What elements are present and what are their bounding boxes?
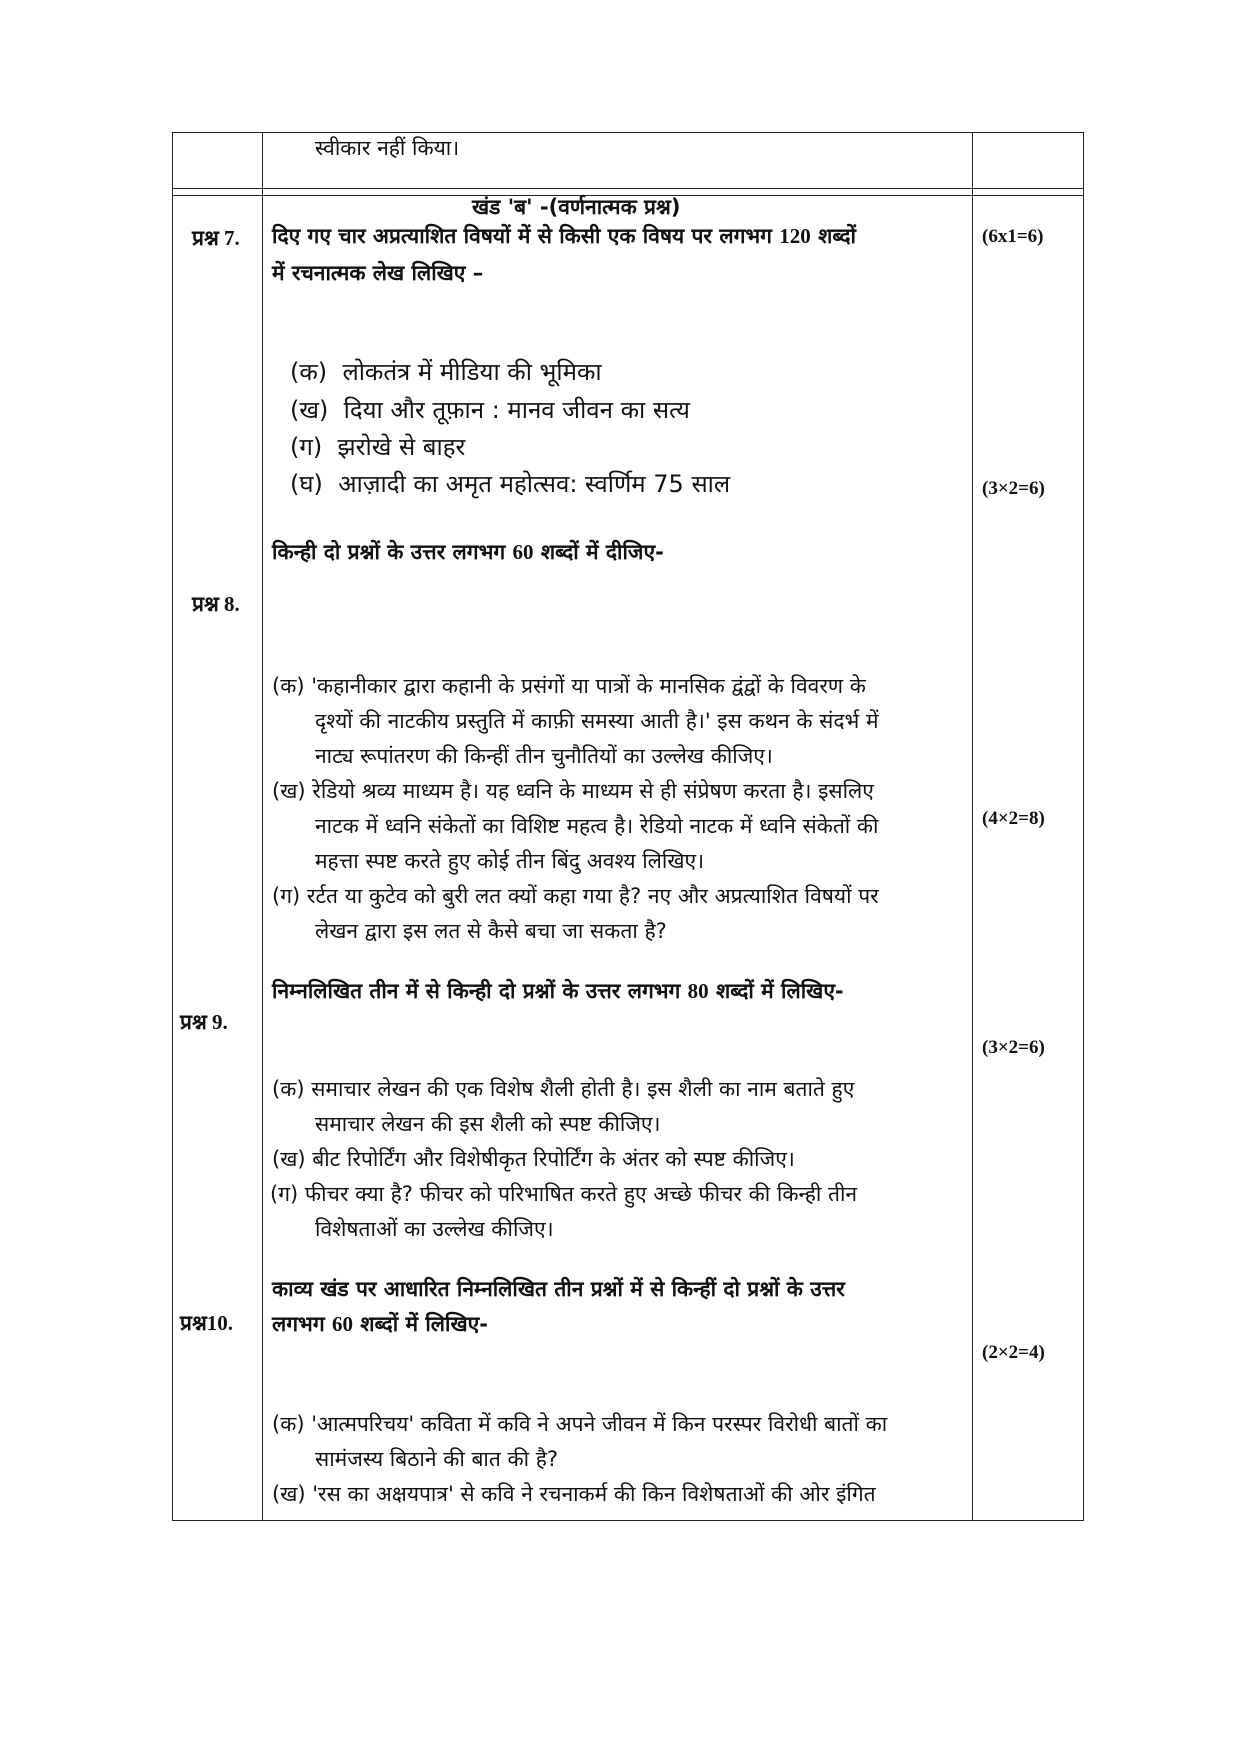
question-8-marks-top: (3×2=6)	[982, 478, 1045, 499]
question-10-line: (क) 'आत्मपरिचय' कविता में कवि ने अपने जीवन में किन परस्पर विरोधी बातों का	[272, 1412, 888, 1436]
question-9-line: (ख) बीट रिपोर्टिंग और विशेषीकृत रिपोर्टिंग के अंतर को स्पष्ट कीजिए।	[272, 1147, 795, 1171]
question-8-line: (क) 'कहानीकार द्वारा कहानी के प्रसंगों या पात्रों के मानसिक द्वंद्वों के विवरण के	[272, 674, 866, 698]
question-7-prompt-line2: में रचनात्मक लेख लिखिए –	[272, 261, 484, 285]
question-10-label: प्रश्न10.	[180, 1311, 234, 1335]
column-divider-right	[972, 132, 973, 1521]
question-8-marks: (4×2=8)	[982, 808, 1045, 829]
question-9-line: समाचार लेखन की इस शैली को स्पष्ट कीजिए।	[315, 1112, 661, 1136]
question-7-option: (घ) आज़ादी का अमृत महोत्सव: स्वर्णिम 75 साल	[290, 470, 731, 498]
question-10-marks: (2×2=4)	[982, 1342, 1045, 1363]
question-7-label: प्रश्न 7.	[192, 226, 240, 250]
question-8-line: दृश्यों की नाटकीय प्रस्तुति में काफ़ी समस्या आती है।' इस कथन के संदर्भ में	[315, 709, 879, 733]
question-8-line: महत्ता स्पष्ट करते हुए कोई तीन बिंदु अवश्य लिखिए।	[315, 849, 705, 873]
column-divider-left	[262, 132, 263, 1521]
question-7-prompt: दिए गए चार अप्रत्याशित विषयों में से किसी एक विषय पर लगभग 120 शब्दों	[272, 224, 856, 248]
question-8-label: प्रश्न 8.	[192, 592, 240, 616]
question-8-line: (ग) रर्टत या कुटेव को बुरी लत क्यों कहा गया है? नए और अप्रत्याशित विषयों पर	[272, 884, 879, 908]
question-10-line: सामंजस्य बिठाने की बात की है?	[315, 1447, 559, 1471]
question-9-label: प्रश्न 9.	[180, 1010, 228, 1034]
question-9-marks: (3×2=6)	[982, 1037, 1045, 1058]
question-10-line: (ख) 'रस का अक्षयपात्र' से कवि ने रचनाकर्म की किन विशेषताओं की ओर इंगित	[272, 1482, 876, 1506]
question-10-prompt: काव्य खंड पर आधारित निम्नलिखित तीन प्रश्नों में से किन्हीं दो प्रश्नों के उत्तर	[272, 1277, 845, 1301]
question-9-line: (क) समाचार लेखन की एक विशेष शैली होती है। इस शैली का नाम बताते हुए	[272, 1077, 855, 1101]
question-7-option: (क) लोकतंत्र में मीडिया की भूमिका	[290, 358, 602, 386]
question-8-line: नाटक में ध्वनि संकेतों का विशिष्ट महत्व है। रेडियो नाटक में ध्वनि संकेतों की	[315, 814, 879, 838]
question-7-option: (ग) झरोखे से बाहर	[290, 433, 466, 461]
question-9-line: विशेषताओं का उल्लेख कीजिए।	[315, 1217, 554, 1241]
section-title: खंड 'ब' -(वर्णनात्मक प्रश्न)	[472, 195, 681, 219]
question-7-marks: (6x1=6)	[982, 226, 1044, 247]
question-8-prompt: किन्ही दो प्रश्नों के उत्तर लगभग 60 शब्दों में दीजिए-	[272, 540, 664, 564]
question-7-option: (ख) दिया और तूफ़ान : मानव जीवन का सत्य	[290, 396, 690, 424]
question-9-prompt: निम्नलिखित तीन में से किन्ही दो प्रश्नों के उत्तर लगभग 80 शब्दों में लिखिए-	[272, 979, 844, 1003]
question-10-prompt-line2: लगभग 60 शब्दों में लिखिए-	[272, 1312, 488, 1336]
question-8-line: (ख) रेडियो श्रव्य माध्यम है। यह ध्वनि के माध्यम से ही संप्रेषण करता है। इसलिए	[272, 779, 874, 803]
question-9-line: (ग) फीचर क्या है? फीचर को परिभाषित करते हुए अच्छे फीचर की किन्ही तीन	[270, 1182, 858, 1206]
previous-answer-tail: स्वीकार नहीं किया।	[315, 136, 460, 160]
question-8-line: लेखन द्वारा इस लत से कैसे बचा जा सकता है?	[315, 919, 667, 943]
question-8-line: नाट्य रूपांतरण की किन्हीं तीन चुनौतियों का उल्लेख कीजिए।	[315, 744, 773, 768]
row-divider	[172, 188, 1084, 189]
